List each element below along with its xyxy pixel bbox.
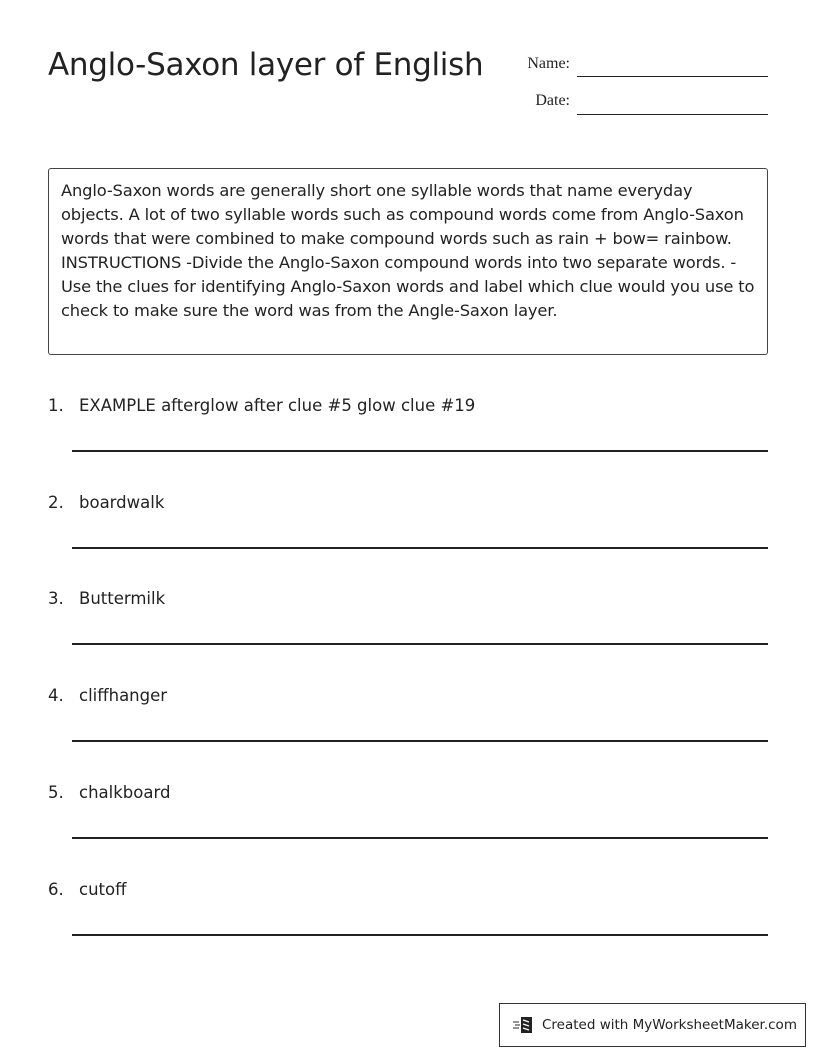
- name-line[interactable]: [577, 76, 768, 77]
- footer-credit: [499, 1003, 806, 1047]
- date-line[interactable]: [577, 114, 768, 115]
- date-label: Date:: [535, 92, 570, 109]
- answer-line[interactable]: [72, 547, 768, 549]
- question-number: 4.: [48, 686, 64, 706]
- question-number: 3.: [48, 589, 64, 609]
- question-number: 1.: [48, 396, 64, 415]
- answer-line[interactable]: [72, 643, 768, 645]
- answer-line[interactable]: [72, 450, 768, 452]
- question-number: 2.: [48, 492, 64, 512]
- question-text: cliffhanger: [79, 686, 168, 706]
- answer-line[interactable]: [72, 837, 768, 839]
- page-title: Anglo-Saxon layer of English: [48, 47, 484, 83]
- question-number: 5.: [48, 782, 64, 802]
- question-text: chalkboard: [79, 782, 171, 802]
- name-label: Name:: [527, 55, 570, 72]
- answer-line[interactable]: [72, 740, 768, 742]
- footer-text: Created with MyWorksheetMaker.com: [542, 1017, 797, 1033]
- worksheet-logo-icon: [512, 1015, 534, 1035]
- instructions-box: Anglo-Saxon words are generally short one syllable words that name everyday objects. A lot of two syllable words such as compound words come from Anglo-Saxon words that were combined to make compound words such as rain + bow= rainbow. INSTRUCTIONS -Divide the Anglo-Saxon compound words into two separate words. -Use the clues for identifying Anglo-Saxon words and label which clue would you use to check to make sure the word was from the Angle-Saxon layer.: [48, 168, 768, 355]
- question-text: cutoff: [79, 879, 127, 899]
- question-text: boardwalk: [79, 492, 165, 512]
- question-text: EXAMPLE afterglow after clue #5 glow clue #19: [79, 396, 476, 415]
- answer-line[interactable]: [72, 934, 768, 936]
- question-text: Buttermilk: [79, 589, 166, 609]
- question-number: 6.: [48, 879, 64, 899]
